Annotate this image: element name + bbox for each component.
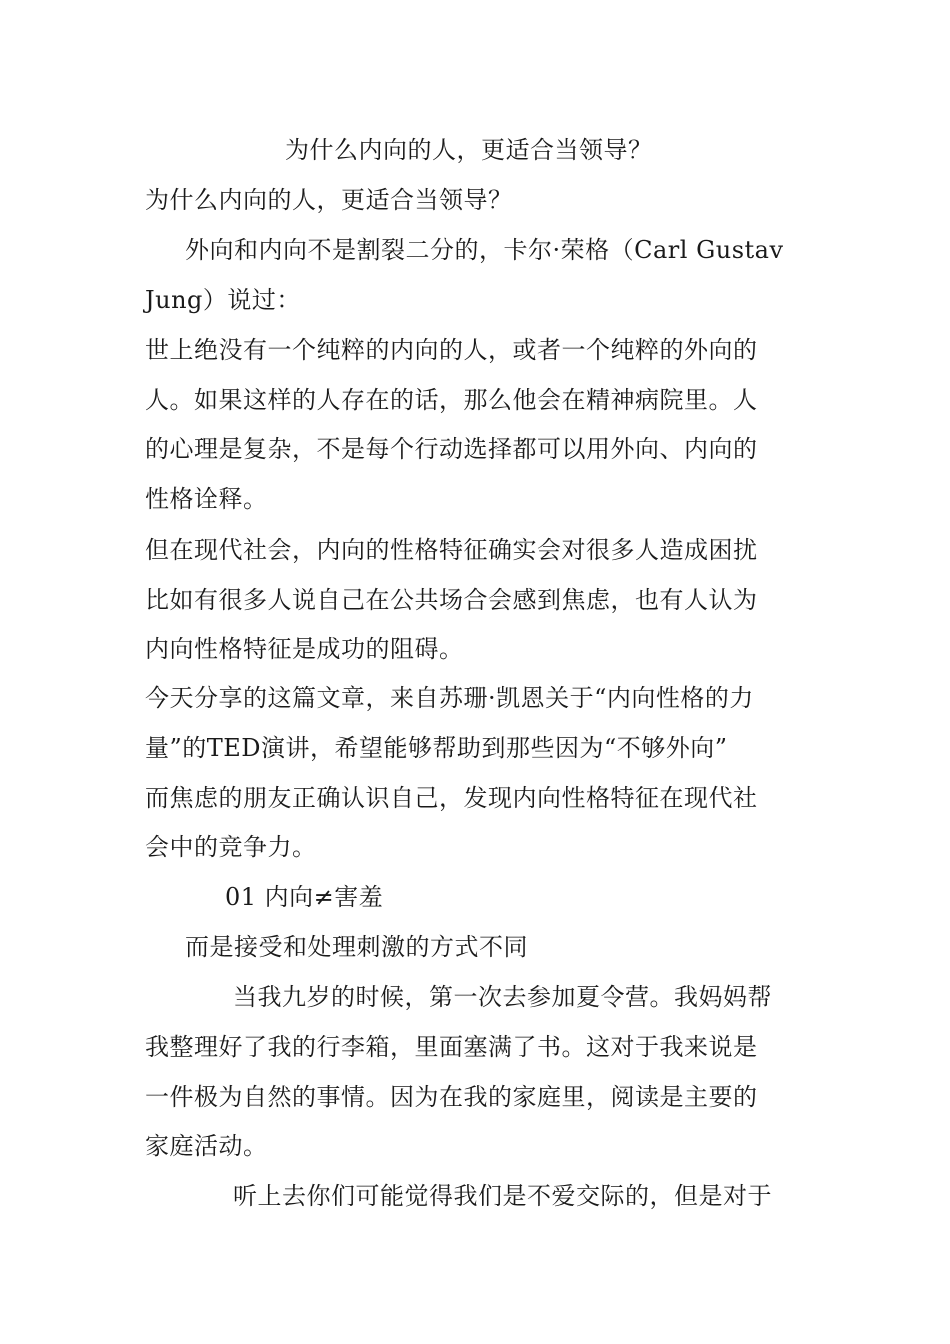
paragraph-line: 当我九岁的时候，第一次去参加夏令营。我妈妈帮 xyxy=(233,983,772,1011)
section-heading: 01 内向≠害羞 xyxy=(225,883,384,911)
paragraph-line: 人。如果这样的人存在的话，那么他会在精神病院里。人 xyxy=(145,386,758,414)
paragraph-line: 世上绝没有一个纯粹的内向的人，或者一个纯粹的外向的 xyxy=(145,336,758,364)
paragraph-line: 今天分享的这篇文章，来自苏珊·凯恩关于“内向性格的力 xyxy=(145,684,754,712)
paragraph-line: 但在现代社会，内向的性格特征确实会对很多人造成困扰 xyxy=(145,536,758,564)
paragraph-line: 听上去你们可能觉得我们是不爱交际的，但是对于 xyxy=(233,1182,772,1210)
paragraph-line: 的心理是复杂，不是每个行动选择都可以用外向、内向的 xyxy=(145,435,758,463)
paragraph-line: Jung）说过： xyxy=(145,286,301,314)
paragraph-line: 而焦虑的朋友正确认识自己，发现内向性格特征在现代社 xyxy=(145,784,758,812)
subtitle-line: 为什么内向的人，更适合当领导？ xyxy=(145,186,513,214)
paragraph-line: 会中的竞争力。 xyxy=(145,833,317,861)
paragraph-line: 家庭活动。 xyxy=(145,1132,268,1160)
paragraph-line: 性格诠释。 xyxy=(145,485,268,513)
paragraph-line: 内向性格特征是成功的阻碍。 xyxy=(145,635,464,663)
document-title: 为什么内向的人，更适合当领导？ xyxy=(285,136,653,164)
paragraph-line: 量”的TED演讲，希望能够帮助到那些因为“不够外向” xyxy=(145,734,728,762)
paragraph-line: 外向和内向不是割裂二分的，卡尔·荣格（Carl Gustav xyxy=(185,236,784,264)
paragraph-line: 我整理好了我的行李箱，里面塞满了书。这对于我来说是 xyxy=(145,1033,758,1061)
paragraph-line: 比如有很多人说自己在公共场合会感到焦虑，也有人认为 xyxy=(145,586,758,614)
section-subheading: 而是接受和处理刺激的方式不同 xyxy=(185,933,528,961)
paragraph-line: 一件极为自然的事情。因为在我的家庭里，阅读是主要的 xyxy=(145,1083,758,1111)
